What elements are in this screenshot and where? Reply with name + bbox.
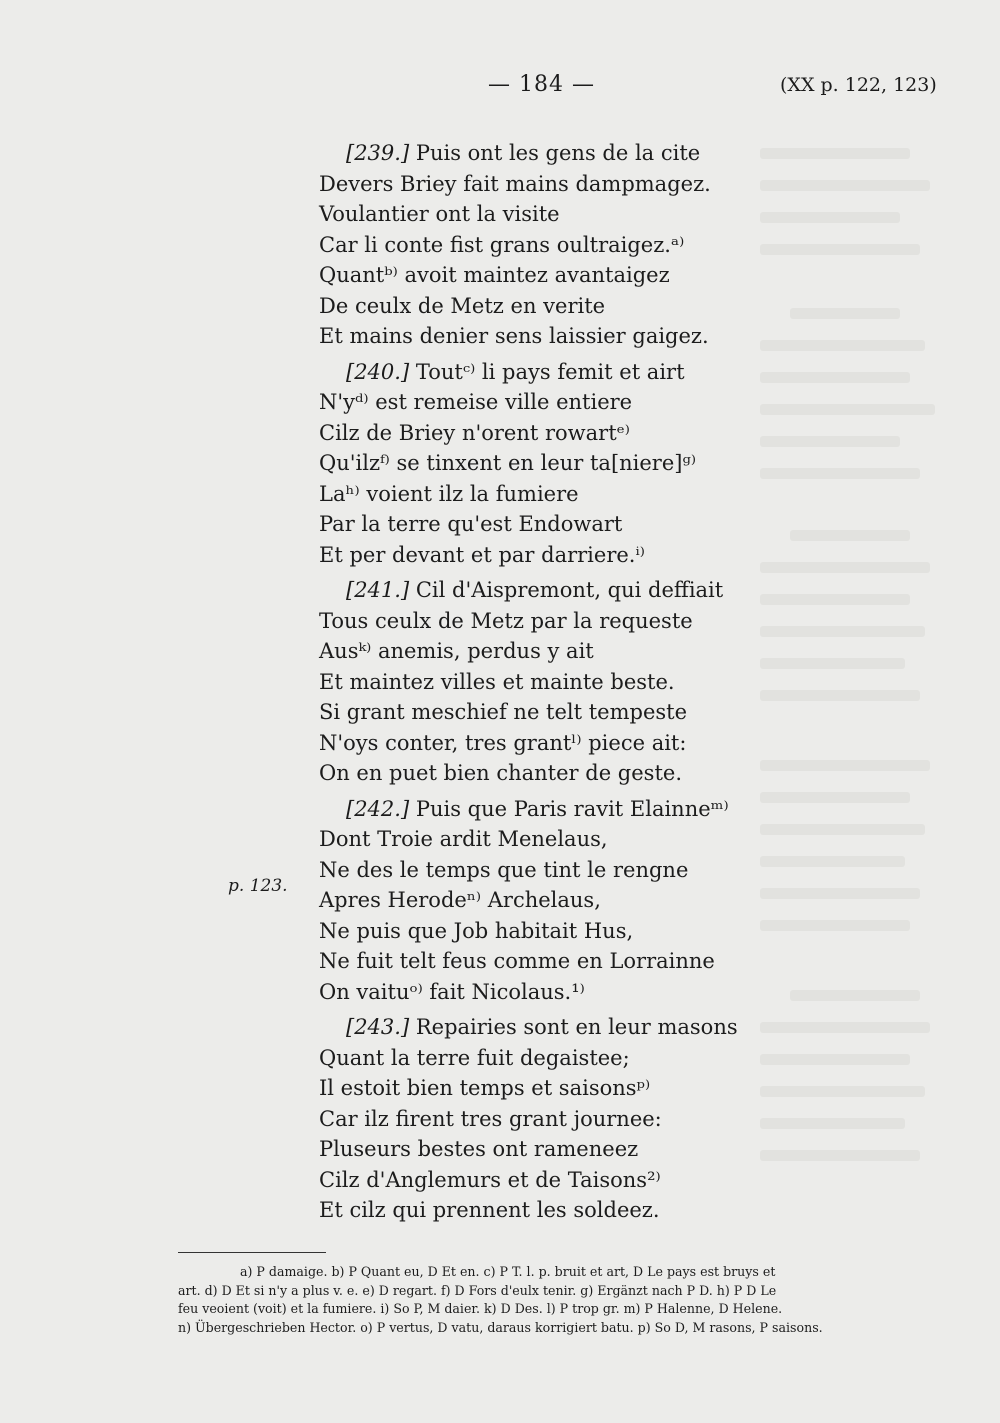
verse-line: [319, 575, 779, 606]
verse-line: Quant la terre fuit degaistee;: [319, 1045, 630, 1070]
verse-line: Ne puis que Job habitait Hus,: [319, 918, 634, 943]
margin-page-reference: p. 123.: [228, 876, 288, 896]
verse-line: [319, 1012, 779, 1043]
footnote-line: a) P damaige. b) P Quant eu, D Et en. c) P T. l. p. bruit et art, D Le pays est bruys et: [240, 1264, 776, 1279]
page-header: [0, 72, 1000, 102]
verse-line: Ne fuit telt feus comme en Lorrainne: [319, 949, 715, 973]
verse-line: Voulantier ont la visite: [319, 202, 560, 226]
footnotes: [178, 1263, 940, 1337]
verse-line: On vaituᵒ⁾ fait Nicolaus.¹⁾: [319, 979, 585, 1004]
stanza-240: [319, 357, 779, 571]
verse-line: Dont Troie ardit Menelaus,: [319, 827, 608, 851]
verse-line: Et cilz qui prennent les soldeez.: [319, 1198, 660, 1222]
verse-line: [319, 794, 779, 825]
verse-line: De ceulx de Metz en verite: [319, 293, 606, 318]
verse-line: On en puet bien chanter de geste.: [319, 761, 682, 785]
stanza-number: [241.]: [346, 578, 410, 602]
verse-text: Toutᶜ⁾ li pays femit et airt: [415, 359, 685, 384]
verse-line: Quantᵇ⁾ avoit maintez avantaigez: [319, 263, 670, 287]
verse-line: Et per devant et par darriere.ⁱ⁾: [319, 542, 645, 567]
stanza-number: [239.]: [346, 141, 410, 165]
verse-line: Apres Herodeⁿ⁾ Archelaus,: [319, 888, 601, 912]
verse-line: Car ilz firent tres grant journee:: [319, 1106, 662, 1131]
footnote-line: n) Übergeschrieben Hector. o) P vertus, D vatu, daraus korrigiert batu. p) So D, M rasons, P saisons.: [178, 1319, 823, 1335]
verse-line: Et maintez villes et mainte beste.: [319, 669, 675, 694]
verse-text: Repairies sont en leur masons: [415, 1015, 738, 1039]
verse-line: Cilz d'Anglemurs et de Taisons²⁾: [319, 1167, 661, 1192]
stanza-number: [242.]: [346, 796, 410, 821]
footnote-separator: [178, 1252, 326, 1253]
verse-line: Par la terre qu'est Endowart: [319, 512, 623, 536]
verse-line: Laʰ⁾ voient ilz la fumiere: [319, 481, 579, 506]
verse-line: Car li conte fist grans oultraigez.ᵃ⁾: [319, 232, 685, 257]
verse-line: Devers Briey fait mains dampmagez.: [319, 171, 711, 196]
source-reference: (XX p. 122, 123): [780, 74, 937, 96]
footnote-line: feu veoient (voit) et la fumiere. i) So P, M daier. k) D Des. l) P trop gr. m) P Halenne, D Helene.: [178, 1301, 783, 1316]
verse-line: Cilz de Briey n'orent rowartᵉ⁾: [319, 420, 630, 445]
stanza-242: [319, 794, 779, 1008]
verse-line: Tous ceulx de Metz par la requeste: [319, 608, 693, 633]
stanza-number: [243.]: [346, 1015, 410, 1039]
verse-line: [319, 357, 779, 388]
poem-body: [319, 138, 779, 1231]
verse-text: Puis ont les gens de la cite: [415, 141, 701, 165]
verse-line: Ausᵏ⁾ anemis, perdus y ait: [319, 639, 594, 663]
page-number: — 184 —: [488, 72, 595, 97]
footnote-line: art. d) D Et si n'y a plus v. e. e) D regart. f) D Fors d'eulx tenir. g) Ergänzt nach P D. h) P D Le: [178, 1282, 777, 1298]
verse-line: Qu'ilzᶠ⁾ se tinxent en leur ta[niere]ᵍ⁾: [319, 451, 697, 475]
stanza-241: [319, 575, 779, 789]
verse-line: [319, 138, 779, 169]
stanza-239: [319, 138, 779, 352]
verse-line: N'oys conter, tres grantˡ⁾ piece ait:: [319, 730, 687, 755]
verse-text: Puis que Paris ravit Elainneᵐ⁾: [415, 796, 729, 821]
verse-line: Et mains denier sens laissier gaigez.: [319, 324, 709, 348]
verse-line: N'yᵈ⁾ est remeise ville entiere: [319, 390, 633, 414]
verse-line: Si grant meschief ne telt tempeste: [319, 700, 688, 724]
verse-line: Ne des le temps que tint le rengne: [319, 857, 689, 882]
stanza-243: [319, 1012, 779, 1226]
verse-text: Cil d'Aispremont, qui deffiait: [415, 578, 724, 602]
stanza-number: [240.]: [346, 359, 410, 384]
verse-line: Il estoit bien temps et saisonsᵖ⁾: [319, 1076, 651, 1100]
verse-line: Pluseurs bestes ont rameneez: [319, 1137, 639, 1161]
